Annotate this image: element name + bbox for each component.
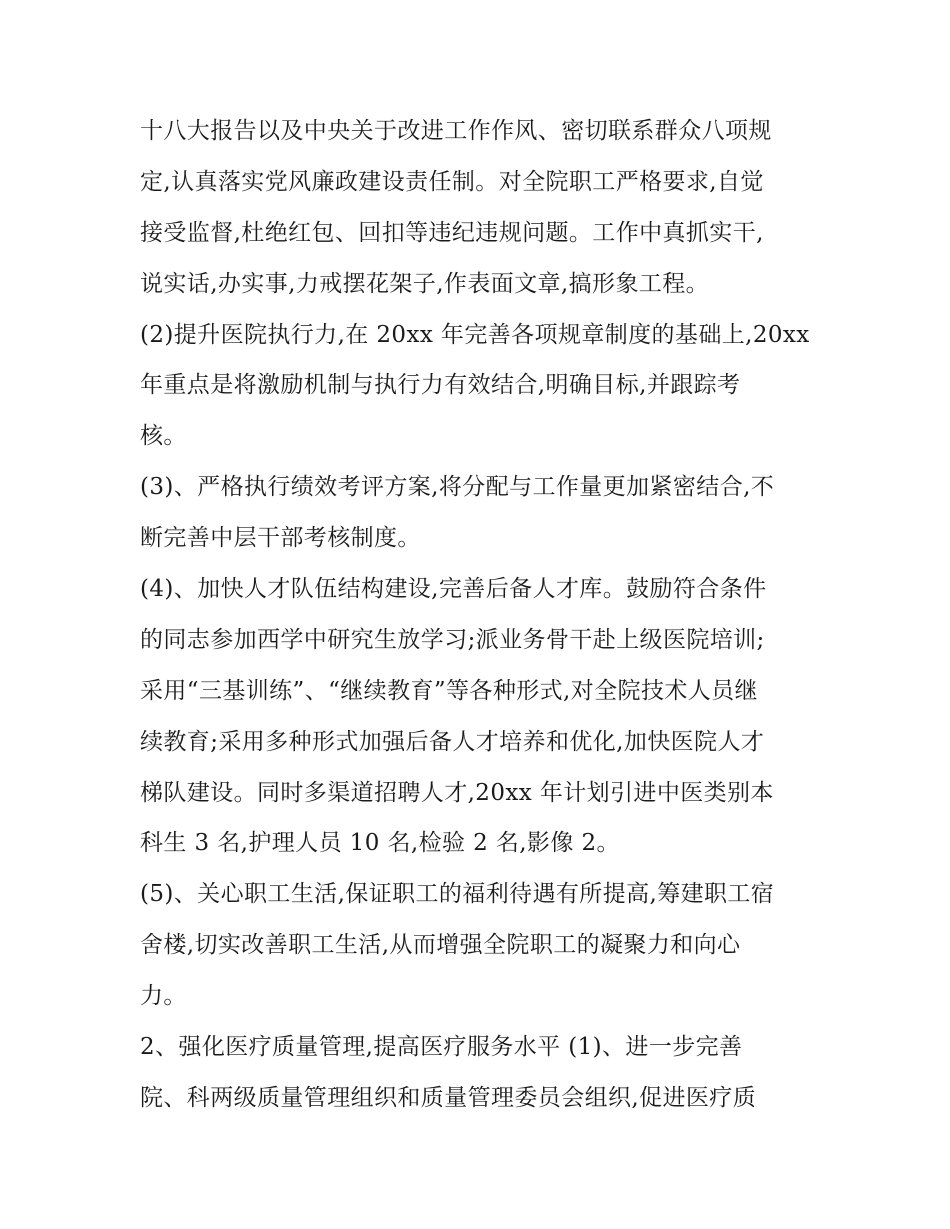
text-line: (4)、加快人才队伍结构建设,完善后备人才库。鼓励符合条件 [140, 576, 767, 603]
text-line: (3)、严格执行绩效考评方案,将分配与工作量更加紧密结合,不 [140, 474, 775, 501]
text-line: 断完善中层干部考核制度。 [140, 525, 421, 552]
text-line: 采用“三基训练”、“继续教育”等各种形式,对全院技术人员继 [140, 677, 758, 704]
text-line: 年重点是将激励机制与执行力有效结合,明确目标,并跟踪考 [140, 372, 741, 399]
text-line: 的同志参加西学中研究生放学习;派业务骨干赴上级医院培训; [140, 626, 765, 653]
text-line: 2、强化医疗质量管理,提高医疗服务水平 (1)、进一步完善 [140, 1034, 743, 1061]
text-line: 定,认真落实党风廉政建设责任制。对全院职工严格要求,自觉 [140, 168, 764, 195]
document-body [140, 106, 830, 1124]
text-line: (5)、关心职工生活,保证职工的福利待遇有所提高,筹建职工宿 [140, 881, 775, 908]
text-line: 科生 3 名,护理人员 10 名,检验 2 名,影像 2。 [140, 830, 620, 857]
text-line: 接受监督,杜绝红包、回扣等违纪违规问题。工作中真抓实干, [140, 219, 764, 246]
text-line: 梯队建设。同时多渠道招聘人才,20xx 年计划引进中医类别本 [140, 779, 774, 806]
text-line: 院、科两级质量管理组织和质量管理委员会组织,促进医疗质 [140, 1084, 757, 1111]
text-line: 续教育;采用多种形式加强后备人才培养和优化,加快医院人才 [140, 728, 765, 755]
text-line: 核。 [140, 423, 187, 450]
text-line: 舍楼,切实改善职工生活,从而增强全院职工的凝聚力和向心 [140, 932, 741, 959]
text-line: 说实话,办实事,力戒摆花架子,作表面文章,搞形象工程。 [140, 270, 710, 297]
text-line: 十八大报告以及中央关于改进工作作风、密切联系群众八项规 [140, 118, 772, 144]
text-line: (2)提升医院执行力,在 20xx 年完善各项规章制度的基础上,20xx [140, 321, 810, 348]
text-line: 力。 [140, 983, 187, 1010]
